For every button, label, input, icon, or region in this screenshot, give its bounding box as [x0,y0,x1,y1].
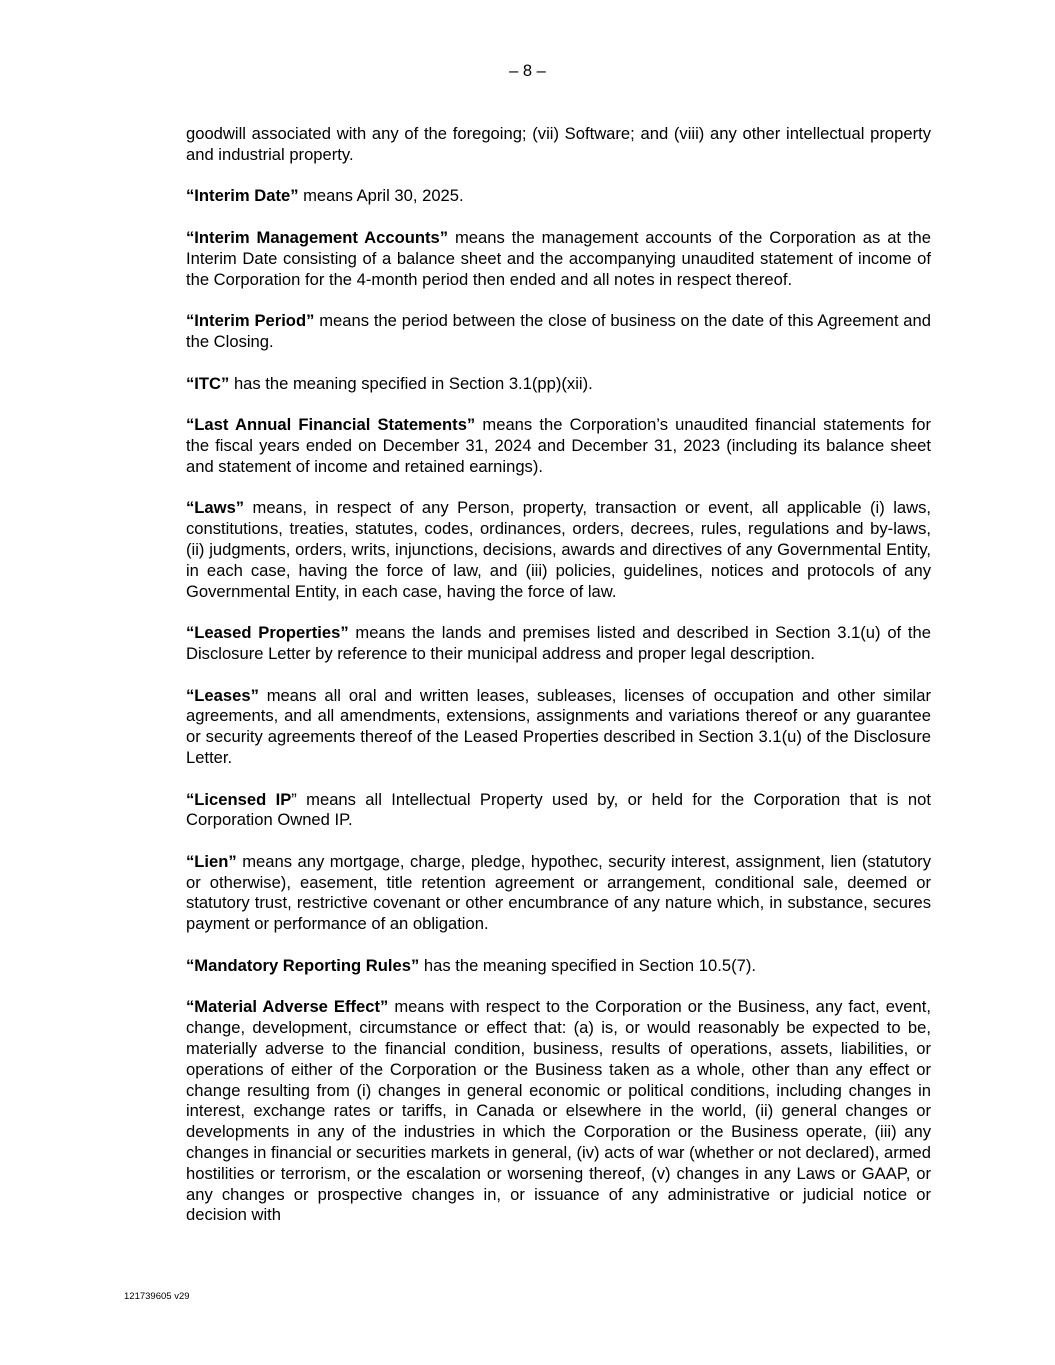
definition-text: means April 30, 2025. [298,186,464,206]
defined-term: “Interim Date” [186,186,299,206]
definition-leased-properties [186,623,931,665]
definition-mandatory-reporting-rules [186,956,931,977]
definition-text: means the management accounts of the Corporation as at the Interim Date consisting of a balance sheet and the accompanying unaudited statement of income of the Corporation for the 4-month period then ended and all notes in respect thereof. [186,227,931,289]
definition-text: means with respect to the Corporation or the Business, any fact, event, change, development, circumstance or effect that: (a) is, or would reasonably be expected to be, materially adverse to the financial condition, business, results of operations, assets, liabilities, or operations of either of the Corporation or the Business taken as a whole, other than any effect or change resulting from (i) changes in general economic or political conditions, including changes in interest, exchange rates or tariffs, in Canada or elsewhere in the world, (ii) general changes or developments in any of the industries in which the Corporation or the Business operate, (iii) any changes in financial or securities markets in general, (iv) acts of war (whether or not declared), armed hostilities or terrorism, or the escalation or worsening thereof, (v) changes in any Laws or GAAP, or any changes or prospective changes in, or issuance of any administrative or judicial notice or decision with [186,997,931,1225]
defined-term: “Last Annual Financial Statements” [186,415,476,435]
definition-text: means the Corporation’s unaudited financial statements for the fiscal years ended on December 31, 2024 and December 31, 2023 (including its balance sheet and statement of income and retained earnings). [186,415,931,476]
page-number: – 8 – [509,62,546,80]
definition-interim-management-accounts [186,228,931,290]
defined-term: “ITC” [186,373,230,393]
definition-text: has the meaning specified in Section 3.1(pp)(xii). [229,373,593,393]
definition-material-adverse-effect [186,997,931,1226]
defined-term: “Licensed IP [186,789,292,809]
definition-lien [186,852,931,935]
defined-term: “Interim Period” [186,311,315,331]
definition-text: ” means all Intellectual Property used by, or held for the Corporation that is not Corporation Owned IP. [186,789,931,830]
definition-text: means all oral and written leases, subleases, licenses of occupation and other similar agreements, and all amendments, extensions, assignments and variations thereof or any guarantee or security agreements thereof of the Leased Properties described in Section 3.1(u) of the Disclosure Letter. [186,685,931,767]
definition-text: means the lands and premises listed and described in Section 3.1(u) of the Disclosure Letter by reference to their municipal address and proper legal description. [186,623,931,663]
defined-term: “Leased Properties” [186,623,349,643]
defined-term: “Mandatory Reporting Rules” [186,955,420,975]
definition-text: means, in respect of any Person, property, transaction or event, all applicable (i) laws, constitutions, treaties, statutes, codes, ordinances, orders, decrees, rules, regulations and by-laws, (ii) judgments, orders, writs, injunctions, decisions, awards and directives of any Governmental Entity, in each case, having the force of law, and (iii) policies, guidelines, notices and protocols of any Governmental Entity, in each case, having the force of law. [186,498,931,601]
definition-leases [186,686,931,769]
definition-interim-date [186,186,931,207]
defined-term: “Leases” [186,685,259,705]
definition-itc [186,374,931,395]
definition-paragraph [186,124,931,166]
defined-term: “Lien” [186,851,237,871]
document-body [186,124,931,1247]
definition-licensed-ip [186,790,931,832]
defined-term: “Material Adverse Effect” [186,997,389,1017]
definition-text: means the period between the close of business on the date of this Agreement and the Closing. [186,311,931,351]
definition-laws [186,498,931,602]
defined-term: “Interim Management Accounts” [186,227,449,247]
definition-text: means any mortgage, charge, pledge, hypothec, security interest, assignment, lien (statutory or otherwise), easement, title retention agreement or arrangement, conditional sale, deemed or statutory trust, restrictive covenant or other encumbrance of any nature which, in substance, secures payment or performance of an obligation. [186,851,931,934]
definition-last-annual-financial-statements [186,415,931,477]
definition-text: has the meaning specified in Section 10.5(7). [419,955,756,975]
definition-text: goodwill associated with any of the foregoing; (vii) Software; and (viii) any other intellectual property and industrial property. [186,124,931,164]
definition-interim-period [186,311,931,353]
document-id: 121739605 v29 [124,1291,190,1302]
defined-term: “Laws” [186,498,245,518]
